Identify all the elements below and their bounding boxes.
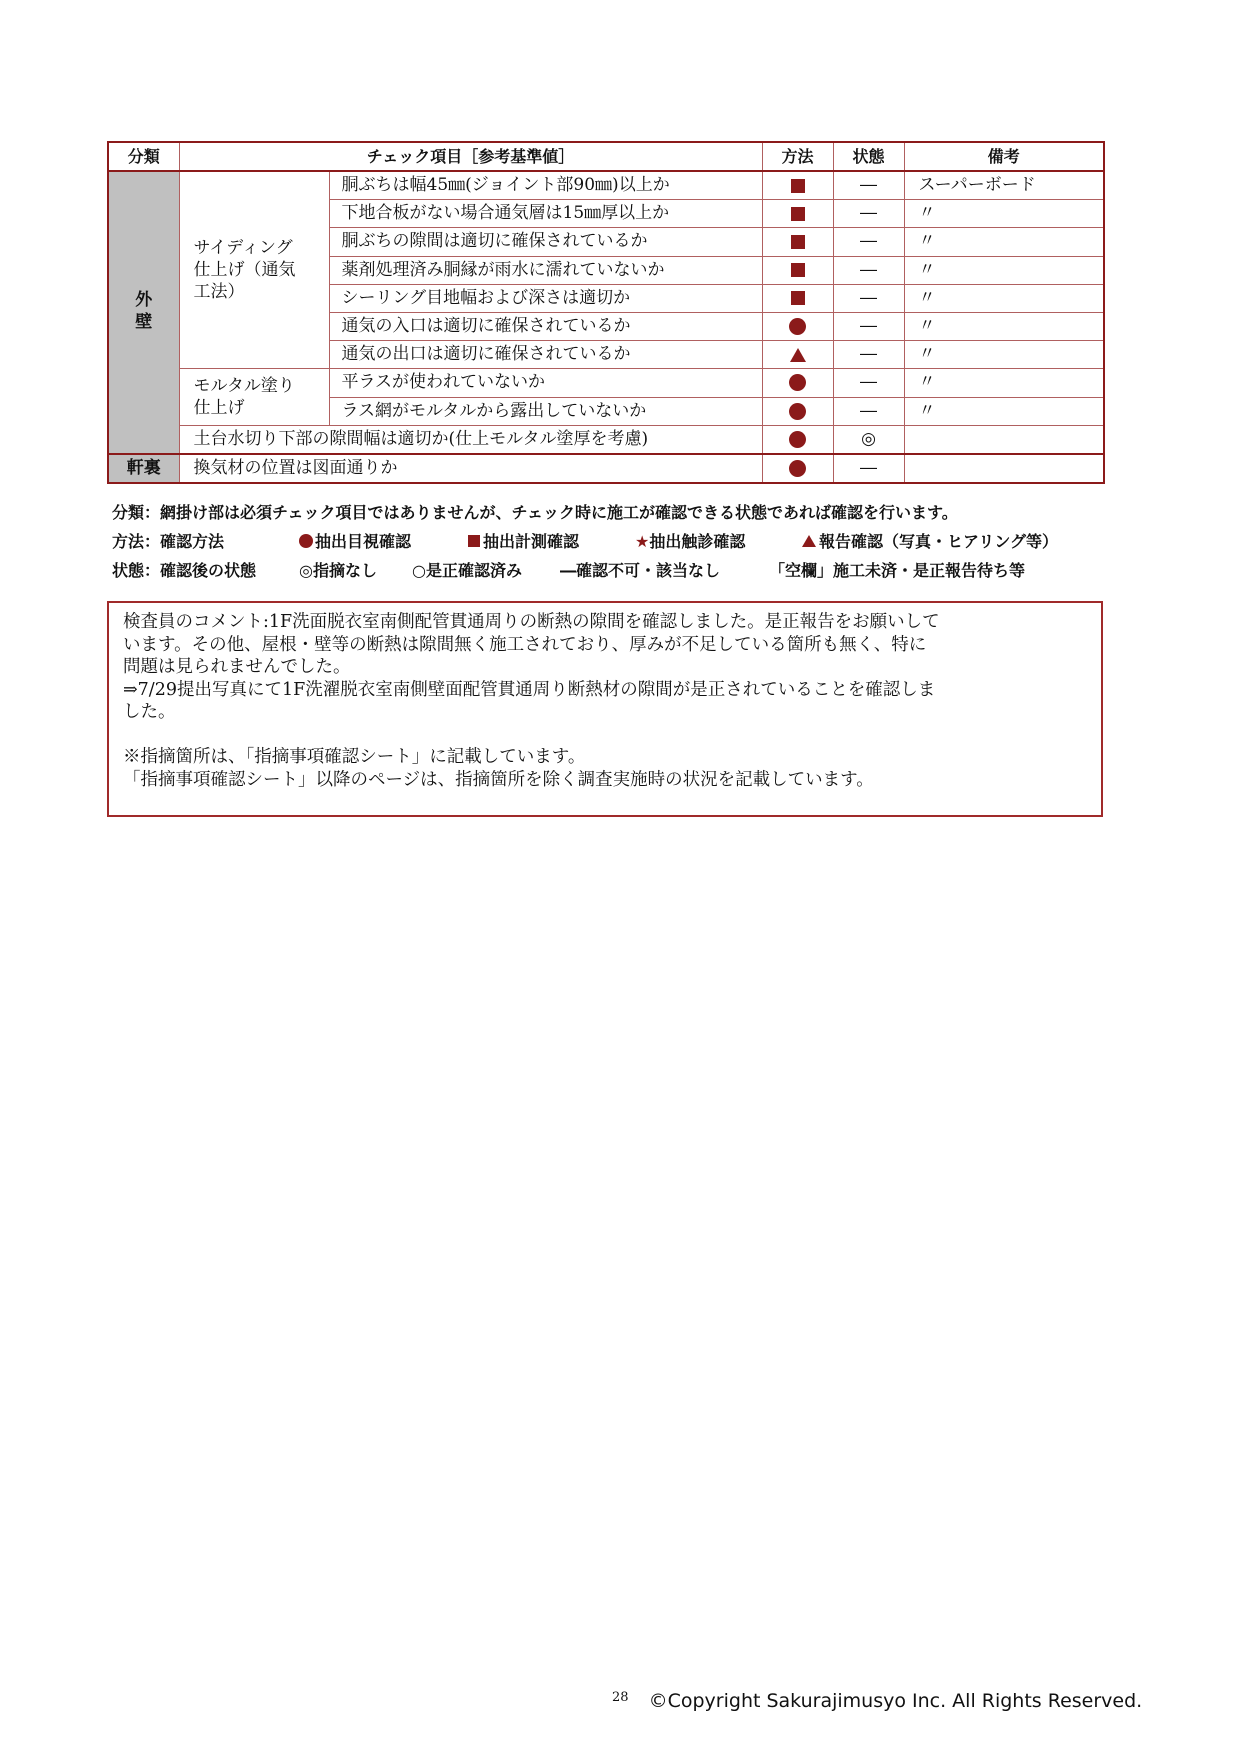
method-circle-icon [789, 318, 806, 335]
subcategory-label: モルタル塗り仕上げ [193, 376, 295, 418]
note-cell: 〃 [904, 341, 1104, 369]
method-square-icon [791, 179, 805, 193]
method-cell [762, 454, 833, 483]
subcategory-label: サイディング仕上げ（通気工法） [193, 238, 296, 303]
note-cell [904, 425, 1104, 454]
legend-status-double: ◎指摘なし [299, 561, 377, 580]
status-cell: ― [833, 284, 904, 312]
legend-method-circle [299, 527, 411, 556]
status-cell: ― [833, 312, 904, 340]
note-cell: 〃 [904, 397, 1104, 425]
check-item: ラス網がモルタルから露出していないか [329, 397, 762, 425]
method-square-icon [791, 291, 805, 305]
header-status: 状態 [833, 142, 904, 171]
method-square-icon [791, 235, 805, 249]
table-header-row [108, 142, 1104, 171]
inspection-table-wrap [107, 141, 1103, 484]
method-circle-icon [789, 403, 806, 420]
check-item: 通気の出口は適切に確保されているか [329, 341, 762, 369]
legend-method-line [112, 527, 1112, 556]
legend-method-circle-text: 抽出目視確認 [315, 532, 412, 551]
method-circle-icon [789, 374, 806, 391]
check-item: 胴ぶちの隙間は適切に確保されているか [329, 228, 762, 256]
legend-status-circle: ○是正確認済み [412, 561, 522, 580]
method-square-icon [791, 207, 805, 221]
category-label: 外壁 [135, 289, 153, 332]
method-cell [762, 425, 833, 454]
legend-method-square-text: 抽出計測確認 [483, 532, 580, 551]
method-cell [762, 228, 833, 256]
comment-line: います。その他、屋根・壁等の断熱は隙間無く施工されており、厚みが不足している箇所も無く、特に [123, 634, 927, 655]
note-cell: 〃 [904, 312, 1104, 340]
check-item: 薬剤処理済み胴縁が雨水に濡れていないか [329, 256, 762, 284]
legend-status-label: 状態：確認後の状態 [112, 561, 257, 580]
star-icon: ★ [635, 532, 650, 551]
method-cell [762, 341, 833, 369]
legend-method-square [468, 527, 579, 556]
header-item: チェック項目［参考基準値］ [179, 142, 762, 171]
method-cell [762, 284, 833, 312]
method-cell [762, 171, 833, 200]
legend-status-dash: ―確認不可・該当なし [560, 561, 721, 580]
check-item: 胴ぶちは幅45㎜(ジョイント部90㎜)以上か [329, 171, 762, 200]
note-cell: 〃 [904, 284, 1104, 312]
note-cell [904, 454, 1104, 483]
category-eaves: 軒裏 [108, 454, 179, 483]
table-row [108, 171, 1104, 200]
note-cell: 〃 [904, 369, 1104, 397]
check-item: 通気の入口は適切に確保されているか [329, 312, 762, 340]
legend-method-triangle-text: 報告確認（写真・ヒアリング等） [819, 532, 1059, 551]
comment-line: 「指摘事項確認シート」以降のページは、指摘箇所を除く調査実施時の状況を記載しています。 [123, 769, 874, 790]
legend-method-star-text: 抽出触診確認 [649, 532, 746, 551]
note-cell: 〃 [904, 228, 1104, 256]
method-circle-icon [789, 460, 806, 477]
legend-status-blank: 「空欄」施工未済・是正報告待ち等 [769, 561, 1026, 580]
legend-category-text: 分類：網掛け部は必須チェック項目ではありませんが、チェック時に施工が確認できる状態であれば確認を行います。 [112, 503, 958, 522]
note-cell: 〃 [904, 200, 1104, 228]
method-cell [762, 312, 833, 340]
square-icon [468, 535, 480, 547]
legend-category-line [112, 498, 1112, 527]
method-cell [762, 256, 833, 284]
method-cell [762, 200, 833, 228]
inspector-comment-box [107, 601, 1103, 817]
status-cell: ― [833, 256, 904, 284]
subcategory-siding [179, 171, 329, 369]
legend [112, 498, 1112, 585]
check-item: シーリング目地幅および深さは適切か [329, 284, 762, 312]
note-cell: 〃 [904, 256, 1104, 284]
table-row [108, 454, 1104, 483]
legend-method-star [635, 527, 745, 556]
copyright-text: ©Copyright Sakurajimusyo Inc. All Rights Reserved. [648, 1690, 1143, 1712]
status-cell: ◎ [833, 425, 904, 454]
method-circle-icon [789, 431, 806, 448]
comment-line: ※指摘箇所は、「指摘事項確認シート」に記載しています。 [123, 747, 586, 767]
category-exterior-wall [108, 171, 179, 454]
comment-line: 検査員のコメント:1F洗面脱衣室南側配管貫通周りの断熱の隙間を確認しました。是正報告をお願いして [123, 612, 940, 632]
comment-spacer [123, 724, 1087, 747]
check-item: 下地合板がない場合通気層は15㎜厚以上か [329, 200, 762, 228]
triangle-icon [802, 535, 816, 547]
table-row [108, 369, 1104, 397]
legend-status-line [112, 556, 1112, 585]
subcategory-mortar [179, 369, 329, 425]
page-number: 28 [612, 1690, 629, 1705]
method-triangle-icon [790, 348, 806, 362]
comment-line: 問題は見られませんでした。 [123, 657, 351, 677]
table-row [108, 425, 1104, 454]
status-cell: ― [833, 171, 904, 200]
method-cell [762, 369, 833, 397]
circle-icon [299, 534, 313, 548]
header-category: 分類 [108, 142, 179, 171]
header-method: 方法 [762, 142, 833, 171]
status-cell: ― [833, 200, 904, 228]
status-cell: ― [833, 369, 904, 397]
legend-method-label: 方法：確認方法 [112, 532, 225, 551]
check-item: 土台水切り下部の隙間幅は適切か(仕上モルタル塗厚を考慮) [179, 425, 762, 454]
comment-line: ⇒7/29提出写真にて1F洗濯脱衣室南側壁面配管貫通周り断熱材の隙間が是正されていることを確認しま [123, 679, 936, 700]
page-footer [612, 1690, 1142, 1712]
check-item: 換気材の位置は図面通りか [179, 454, 762, 483]
status-cell: ― [833, 397, 904, 425]
status-cell: ― [833, 341, 904, 369]
legend-method-triangle [802, 527, 1058, 556]
comment-line: した。 [123, 702, 176, 722]
status-cell: ― [833, 228, 904, 256]
inspection-table [107, 141, 1105, 484]
header-notes: 備考 [904, 142, 1104, 171]
method-square-icon [791, 263, 805, 277]
status-cell: ― [833, 454, 904, 483]
note-cell: スーパーボード [904, 171, 1104, 200]
method-cell [762, 397, 833, 425]
check-item: 平ラスが使われていないか [329, 369, 762, 397]
